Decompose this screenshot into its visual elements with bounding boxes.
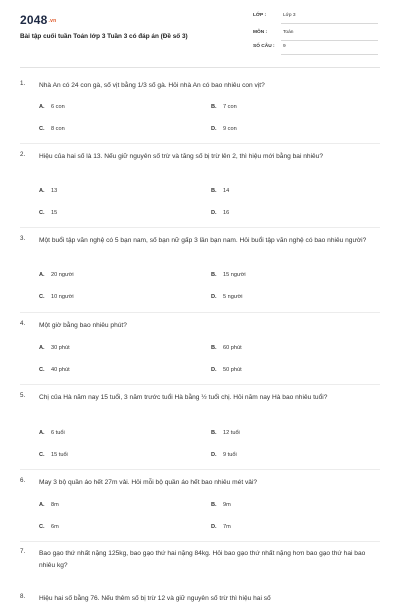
option-b[interactable]: B. 12 tuổi [211,430,240,436]
option-a[interactable]: A. 6 con [39,104,65,110]
header-divider [20,67,380,68]
question-number: 2. [20,151,26,158]
question-text: Hiệu của hai số là 13. Nếu giữ nguyên số trừ và tăng số bị trừ lên 2, thì hiệu mới bằng bai nhiêu? [39,153,324,160]
field-value: 9 [283,44,286,49]
question-number: 6. [20,477,26,484]
option-c[interactable]: C. 6m [39,524,59,530]
field-label: LỚP : [253,13,267,18]
question-number: 8. [20,593,26,600]
option-b[interactable]: B. 7 con [211,104,237,110]
field-subject [253,30,378,41]
option-d[interactable]: D. 5 người [211,294,243,300]
question-divider [20,227,380,228]
question-number: 1. [20,80,26,87]
option-d[interactable]: D. 50 phút [211,367,242,373]
question-divider [20,312,380,313]
field-underline [281,54,378,55]
site-logo[interactable] [20,13,56,27]
question-divider [20,384,380,385]
option-d[interactable]: D. 7m [211,524,231,530]
question-text: Bao gạo thứ nhất nặng 125kg, bao gạo thứ hai nặng 84kg. Hỏi bao gạo thứ nhất nặng hơn bao gạo thứ hai bao nhiêu kg? [39,550,366,569]
logo-suffix: .vn [48,17,57,24]
option-c[interactable]: C. 10 người [39,294,74,300]
option-d[interactable]: D. 9 con [211,126,237,132]
option-c[interactable]: C. 15 [39,210,58,216]
field-question-count [253,44,378,55]
worksheet-header [0,0,400,66]
option-b[interactable]: B. 14 [211,188,230,194]
question-text: May 3 bộ quần áo hết 27m vải. Hỏi mỗi bộ quần áo hết bao nhiêu mét vải? [39,479,258,486]
option-b[interactable]: B. 9m [211,502,231,508]
option-a[interactable]: A. 6 tuổi [39,430,65,436]
option-d[interactable]: D. 9 tuổi [211,452,237,458]
question-text: Một buổi tập văn nghệ có 5 bạn nam, số bạn nữ gấp 3 lần bạn nam. Hỏi buổi tập văn nghệ có bao nhiêu người? [39,237,367,244]
question-number: 3. [20,235,26,242]
option-a[interactable]: A. 30 phút [39,345,70,351]
question-divider [20,469,380,470]
question-number: 5. [20,392,26,399]
question-number: 7. [20,548,26,555]
option-a[interactable]: A. 20 người [39,272,74,278]
question-number: 4. [20,320,26,327]
question-text: Chị của Hà năm nay 15 tuổi, 3 năm trước tuổi Hà bằng ½ tuổi chị. Hỏi năm nay Hà bao nhiêu tuổi? [39,394,328,401]
field-class [253,13,378,24]
option-a[interactable]: A. 13 [39,188,58,194]
option-c[interactable]: C. 40 phút [39,367,70,373]
field-value: Lớp 3 [283,13,296,18]
option-c[interactable]: C. 15 tuổi [39,452,68,458]
logo-main: 2048 [20,13,48,27]
question-divider [20,541,380,542]
option-b[interactable]: B. 60 phút [211,345,242,351]
question-text: Hiệu hai số bằng 76. Nếu thêm số bị trừ 12 và giữ nguyên số trừ thì hiệu hai số [39,595,271,602]
option-d[interactable]: D. 16 [211,210,230,216]
field-underline [281,40,378,41]
field-underline [281,23,378,24]
question-divider [20,143,380,144]
field-label: MÔN : [253,30,268,35]
field-label: SỐ CÂU : [253,44,275,49]
option-a[interactable]: A. 8m [39,502,59,508]
worksheet-title: Bài tập cuối tuần Toán lớp 3 Tuần 3 có đáp án (Đề số 3) [20,33,188,40]
option-b[interactable]: B. 15 người [211,272,246,278]
question-text: Một giờ bằng bao nhiêu phút? [39,322,127,329]
option-c[interactable]: C. 8 con [39,126,65,132]
question-text: Nhà An có 24 con gà, số vịt bằng 1/3 số gà. Hỏi nhà An có bao nhiêu con vịt? [39,82,265,89]
field-value: Toán [283,30,294,35]
